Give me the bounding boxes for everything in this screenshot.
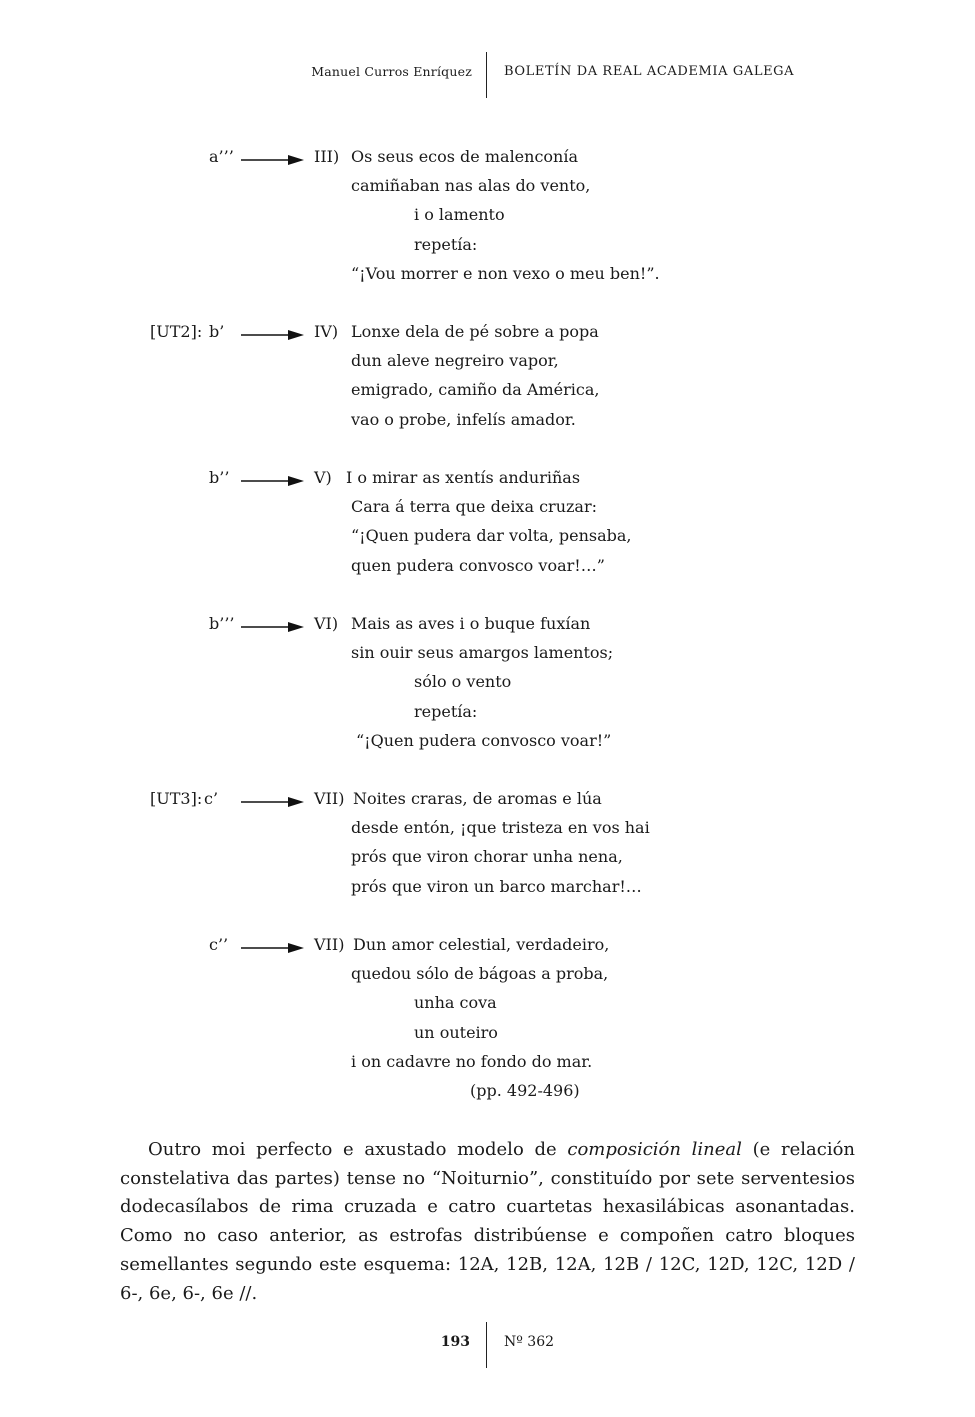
header-author: Manuel Curros Enríquez: [311, 64, 472, 79]
verse-line: Mais as aves i o buque fuxían: [351, 614, 591, 633]
verse-line: desde entón, ¡que tristeza en vos hai: [351, 818, 650, 837]
verse-line: vao o probe, infelís amador.: [351, 410, 576, 429]
unit-tag: [UT2]:: [150, 322, 203, 341]
right-arrow-icon: [241, 943, 304, 953]
verse-line: repetía:: [414, 702, 478, 721]
body-paragraph: [120, 1136, 855, 1308]
verse-line: quen pudera convosco voar!…”: [351, 556, 605, 575]
verse-line: Noites craras, de aromas e lúa: [353, 789, 602, 808]
verse-line: sólo o vento: [414, 672, 512, 691]
issue-number: Nº 362: [504, 1334, 555, 1350]
paragraph-emphasis: composición lineal: [567, 1139, 742, 1160]
stanza-label: b’: [209, 322, 225, 341]
verse-line: prós que viron un barco marchar!…: [351, 877, 642, 896]
verse-line: “¡Quen pudera dar volta, pensaba,: [351, 526, 632, 545]
paragraph-text-end: (e relación constelativa das partes) tense no “Noiturnio”, constituído por sete serventesios dodecasílabos de rima cruzada e catro cuartetas hexasilábicas asonantadas. Como no caso anterior, as estrofas distribúense e compoñen catro bloques semellantes segundo este esquema: 12A, 12B, 12A, 12B / 12C, 12D, 12C, 12D / 6-, 6e, 6-, 6e //.: [120, 1139, 856, 1304]
stanza-numeral: V): [314, 468, 332, 487]
right-arrow-icon: [241, 476, 304, 486]
stanza-label: c’: [204, 789, 219, 808]
stanza-label: b’’: [209, 468, 230, 487]
verse-line: Lonxe dela de pé sobre a popa: [351, 322, 599, 341]
verse-line: I o mirar as xentís anduriñas: [346, 468, 581, 487]
verse-line: un outeiro: [414, 1023, 498, 1042]
header-journal: BOLETÍN DA REAL ACADEMIA GALEGA: [504, 64, 795, 79]
verse-line: i o lamento: [414, 205, 505, 224]
verse-line: “¡Quen pudera convosco voar!”: [356, 731, 612, 750]
verse-line: sin ouir seus amargos lamentos;: [351, 643, 614, 662]
verse-line: dun aleve negreiro vapor,: [351, 351, 559, 370]
paragraph-text-start: Outro moi perfecto e axustado modelo de: [148, 1139, 568, 1160]
stanza-label: c’’: [209, 935, 229, 954]
header-divider: [486, 52, 487, 98]
verse-line: i on cadavre no fondo do mar.: [351, 1052, 593, 1071]
verse-line: Dun amor celestial, verdadeiro,: [353, 935, 610, 954]
verse-line: quedou sólo de bágoas a proba,: [351, 964, 609, 983]
right-arrow-icon: [241, 330, 304, 340]
citation: (pp. 492-496): [470, 1081, 580, 1100]
stanza-numeral: III): [314, 147, 340, 166]
verse-line: camiñaban nas alas do vento,: [351, 176, 591, 195]
verse-line: “¡Vou morrer e non vexo o meu ben!”.: [351, 264, 660, 283]
stanza-numeral: IV): [314, 322, 339, 341]
footer-divider: [486, 1322, 487, 1368]
right-arrow-icon: [241, 797, 304, 807]
verse-line: unha cova: [414, 993, 497, 1012]
verse-line: repetía:: [414, 235, 478, 254]
page-number: 193: [440, 1334, 470, 1350]
right-arrow-icon: [241, 622, 304, 632]
stanza-numeral: VI): [314, 614, 339, 633]
verse-line: Cara á terra que deixa cruzar:: [351, 497, 597, 516]
verse-line: emigrado, camiño da América,: [351, 380, 600, 399]
right-arrow-icon: [241, 155, 304, 165]
stanza-numeral: VII): [314, 935, 345, 954]
stanza-numeral: VII): [314, 789, 345, 808]
stanza-label: a’’’: [209, 147, 234, 166]
stanza-label: b’’’: [209, 614, 235, 633]
unit-tag: [UT3]:: [150, 789, 203, 808]
verse-line: Os seus ecos de malenconía: [351, 147, 579, 166]
verse-line: prós que viron chorar unha nena,: [351, 847, 623, 866]
